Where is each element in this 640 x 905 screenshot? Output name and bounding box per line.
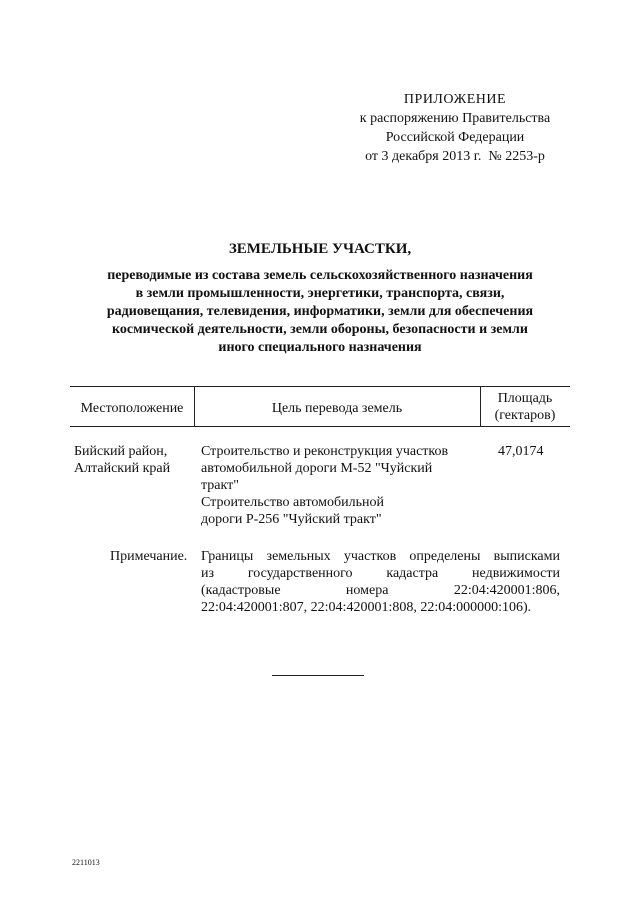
end-rule [272,675,364,676]
subtitle-line: радиовещания, телевидения, информатики, земли для обеспечения [106,304,534,319]
purpose-line: Строительство автомобильной [201,495,384,510]
location-line1: Бийский район, [74,444,168,459]
document-title: ЗЕМЕЛЬНЫЕ УЧАСТКИ, [228,241,412,257]
table-row-purpose [201,443,476,528]
table-row-location [74,443,194,477]
table-row-area: 47,0174 [498,444,544,459]
header-area [480,390,570,424]
header-area-line1: Площадь [497,391,553,406]
purpose-line: автомобильной дороги М-52 "Чуйский [201,461,433,476]
note-label: Примечание. [110,549,188,564]
annex-title: ПРИЛОЖЕНИЕ [403,92,507,107]
document-heading [70,240,570,357]
location-line2: Алтайский край [74,461,171,476]
annex-line-country: Российской Федерации [385,130,525,145]
note-line: (кадастровые номера 22:04:420001:806, [201,583,560,598]
purpose-line: дороги Р-256 "Чуйский тракт" [201,512,382,527]
table-top-rule [70,386,570,387]
subtitle-line: в земли промышленности, энергетики, транспорта, связи, [135,286,505,301]
purpose-line: тракт" [201,478,239,493]
header-purpose: Цель перевода земель [271,401,403,416]
annex-line-date-number: от 3 декабря 2013 г. № 2253-р [365,149,545,164]
subtitle-line: иного специального назначения [218,340,422,355]
header-location: Местоположение [80,401,184,416]
table-header-rule [70,426,570,427]
purpose-line: Строительство и реконструкция участков [201,444,449,459]
footer-code: 2211013 [72,858,100,867]
note-line: Границы земельных участков определены выписками [201,549,560,564]
subtitle-line: переводимые из состава земель сельскохозяйственного назначения [107,268,533,283]
annex-line-order: к распоряжению Правительства [359,111,551,126]
subtitle-line: космической деятельности, земли обороны, безопасности и земли [112,322,528,337]
header-area-line2: (гектаров) [494,408,556,423]
note-line: 22:04:420001:807, 22:04:420001:808, 22:04:000000:106). [201,600,532,615]
note-line: из государственного кадастра недвижимости [201,566,560,581]
annex-block [330,90,580,166]
